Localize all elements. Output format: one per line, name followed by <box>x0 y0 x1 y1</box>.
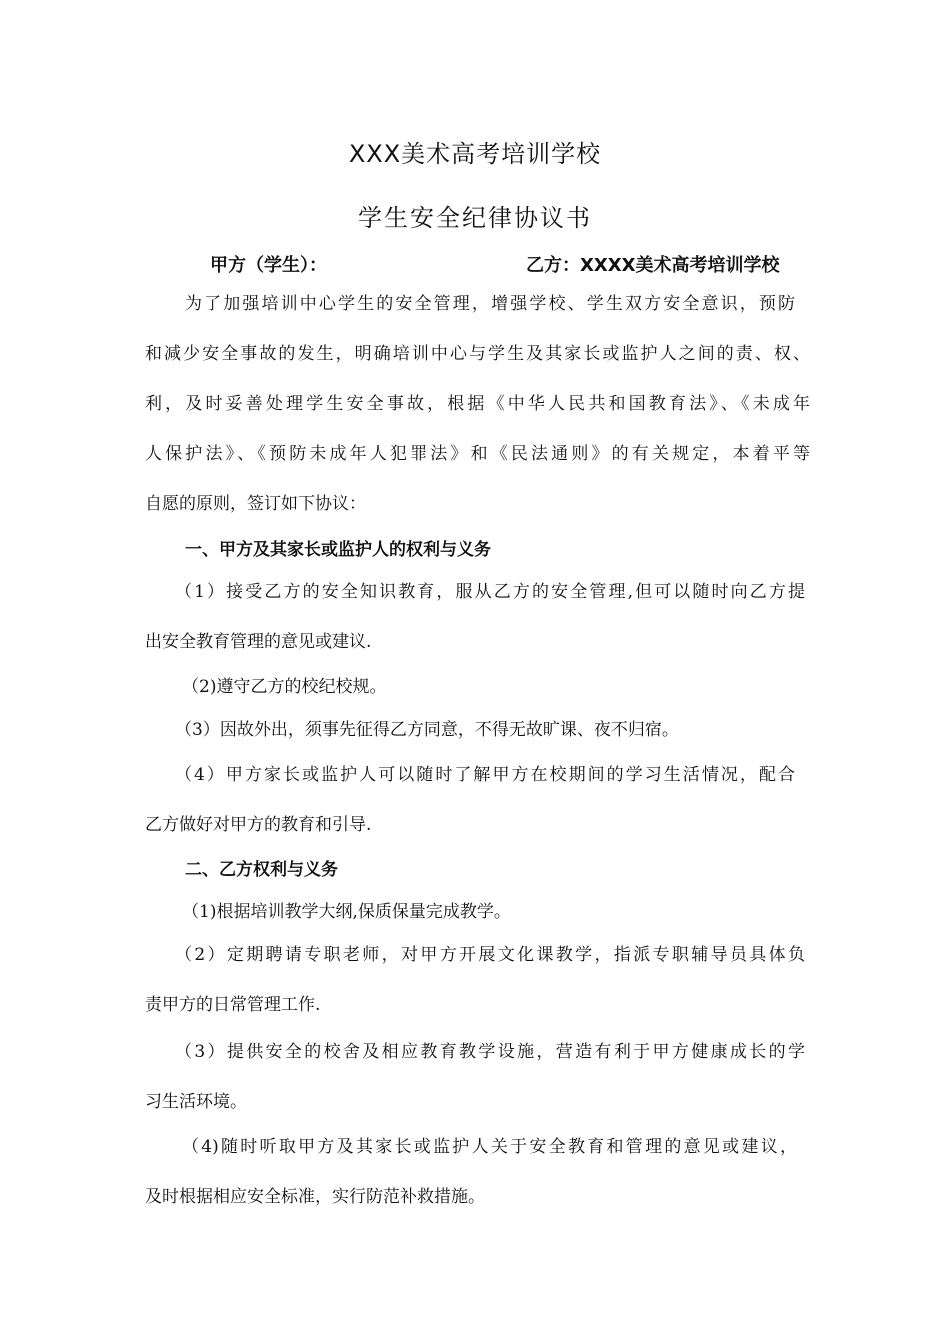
intro-line: 人保护法》、《预防未成年人犯罪法》和《民法通则》的有关规定，本着平等 <box>145 444 810 464</box>
clause-line: （2)遵守乙方的校纪校规。 <box>182 677 387 697</box>
school-title: XXX美术高考培训学校 <box>348 140 602 168</box>
clause-line: 责甲方的日常管理工作. <box>145 995 321 1015</box>
party-b-label: 乙方：XXXX美术高考培训学校 <box>526 255 780 276</box>
clause-line: 习生活环境。 <box>145 1092 247 1112</box>
clause-line: （3）提供安全的校舍及相应教育教学设施，营造有利于甲方健康成长的学 <box>175 1042 805 1062</box>
intro-line: 利，及时妥善处理学生安全事故，根据《中华人民共和国教育法》、《未成年 <box>145 394 810 414</box>
clause-line: （4)随时听取甲方及其家长或监护人关于安全教育和管理的意见或建议， <box>182 1137 797 1157</box>
intro-line: 自愿的原则，签订如下协议： <box>145 494 366 514</box>
clause-line: （4）甲方家长或监护人可以随时了解甲方在校期间的学习生活情况，配合 <box>175 765 795 785</box>
clause-line: （2）定期聘请专职老师，对甲方开展文化课教学，指派专职辅导员具体负 <box>175 945 805 965</box>
section-heading-1: 一、甲方及其家长或监护人的权利与义务 <box>185 540 491 560</box>
clause-line: 及时根据相应安全标准，实行防范补救措施。 <box>145 1187 485 1207</box>
section-heading-2: 二、乙方权利与义务 <box>185 860 338 880</box>
clause-line: （1）接受乙方的安全知识教育，服从乙方的安全管理,但可以随时向乙方提 <box>175 582 805 602</box>
clause-line: 乙方做好对甲方的教育和引导. <box>145 815 372 835</box>
clause-line: （3）因故外出，须事先征得乙方同意，不得无故旷课、夜不归宿。 <box>175 720 679 740</box>
agreement-title: 学生安全纪律协议书 <box>358 204 592 232</box>
clause-line: 出安全教育管理的意见或建议. <box>145 632 372 652</box>
intro-line: 为了加强培训中心学生的安全管理，增强学校、学生双方安全意识，预防 <box>185 294 795 314</box>
clause-line: （1)根据培训教学大纲,保质保量完成教学。 <box>182 902 511 922</box>
party-a-label: 甲方（学生）： <box>210 255 327 276</box>
intro-line: 和减少安全事故的发生，明确培训中心与学生及其家长或监护人之间的责、权、 <box>145 344 810 364</box>
